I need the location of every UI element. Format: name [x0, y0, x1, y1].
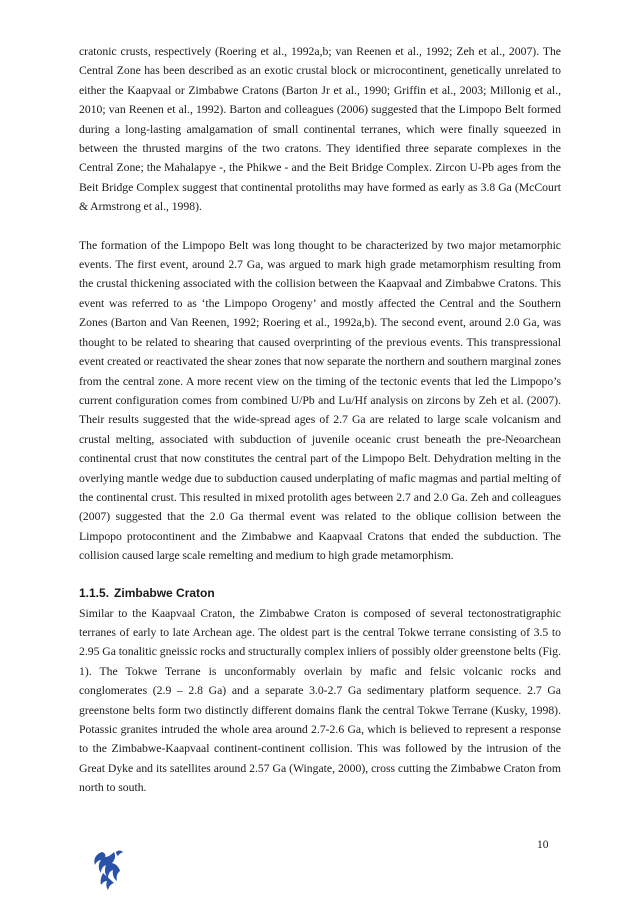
section-heading — [79, 584, 561, 603]
paragraph-cratonic-crusts: cratonic crusts, respectively (Roering et al., 1992a,b; van Reenen et al., 1992; Zeh et al., 2007). The Central Zone has been described as an exotic crustal block or microcontinent, genetically unrelated to either the Kaapvaal or Zimbabwe Cratons (Barton Jr et al., 1990; Griffin et al., 2003; Millonig et al., 2010; van Reenen et al., 1992). Barton and colleagues (2006) suggested that the Limpopo Belt formed during a long-lasting amalgamation of small continental terranes, which were finally squeezed in between the thrusted margins of the two cratons. They identified three separate complexes in the Central Zone; the Mahalapye -, the Phikwe - and the Beit Bridge Complex. Zircon U-Pb ages from the Beit Bridge Complex suggest that continental protoliths may have formed as early as 3.8 Ga (McCourt & Armstrong et al., 1998). — [79, 45, 561, 214]
page-number: 10 — [537, 839, 549, 851]
paragraph-zimbabwe-craton: Similar to the Kaapvaal Craton, the Zimbabwe Craton is composed of several tectonostratigraphic terranes of early to late Archean age. The oldest part is the central Tokwe terrane consisting of 3.5 to 2.95 Ga tonalitic gneissic rocks and structurally complex inliers of possibly older greenstone belts (Fig. 1). The Tokwe Terrane is unconformably overlain by mafic and felsic volcanic rocks and conglomerates (2.9 – 2.8 Ga) and a separate 3.0-2.7 Ga sedimentary platform sequence. 2.7 Ga greenstone belts form two distinctly different domains flank the central Tokwe Terrane (Kusky, 1998). Potassic granites intruded the whole area around 2.7-2.6 Ga, which is believed to represent a response to the Zimbabwe-Kaapvaal continent-continent collision. This was followed by the intrusion of the Great Dyke and its satellites around 2.57 Ga (Wingate, 2000), cross cutting the Zimbabwe Craton from north to south. — [79, 606, 561, 795]
document-body — [79, 42, 561, 798]
griffin-logo-icon — [88, 846, 126, 894]
section-title: Zimbabwe Craton — [114, 585, 215, 600]
paragraph-limpopo-formation: The formation of the Limpopo Belt was long thought to be characterized by two major metamorphic events. The first event, around 2.7 Ga, was argued to mark high grade metamorphism resulting from the crustal thickening associated with the collision between the Kaapvaal and Zimbabwe Cratons. This event was referred to as ‘the Limpopo Orogeny’ and mostly affected the Central and the Southern Zones (Barton and Van Reenen, 1992; Roering et al., 1992a,b). The second event, around 2.0 Ga, was thought to be related to shearing that caused overprinting of the previous events. This transpressional event created or reactivated the shear zones that now separate the northern and southern marginal zones from the central zone. A more recent view on the timing of the tectonic events that led the Limpopo’s current configuration comes from combined U/Pb and Lu/Hf analysis on zircons by Zeh et al. (2007). Their results suggested that the wide-spread ages of 2.7 Ga are related to large scale volcanism and crustal melting, associated with subduction of juvenile oceanic crust beneath the pre-Neoarchean continental crust that now constitutes the central part of the Limpopo Belt. Dehydration melting in the overlying mantle wedge due to subduction caused underplating of mafic magmas and partial melting of the continental crust. This resulted in mixed protolith ages between 2.7 and 2.0 Ga. Zeh and colleagues (2007) suggested that the 2.0 Ga thermal event was related to the oblique collision between the Limpopo protocontinent and the Zimbabwe and Kaapvaal Cratons that ended the subduction. The collision caused large scale remelting and medium to high grade metamorphism. — [79, 238, 561, 563]
section-number: 1.1.5. — [79, 585, 110, 600]
